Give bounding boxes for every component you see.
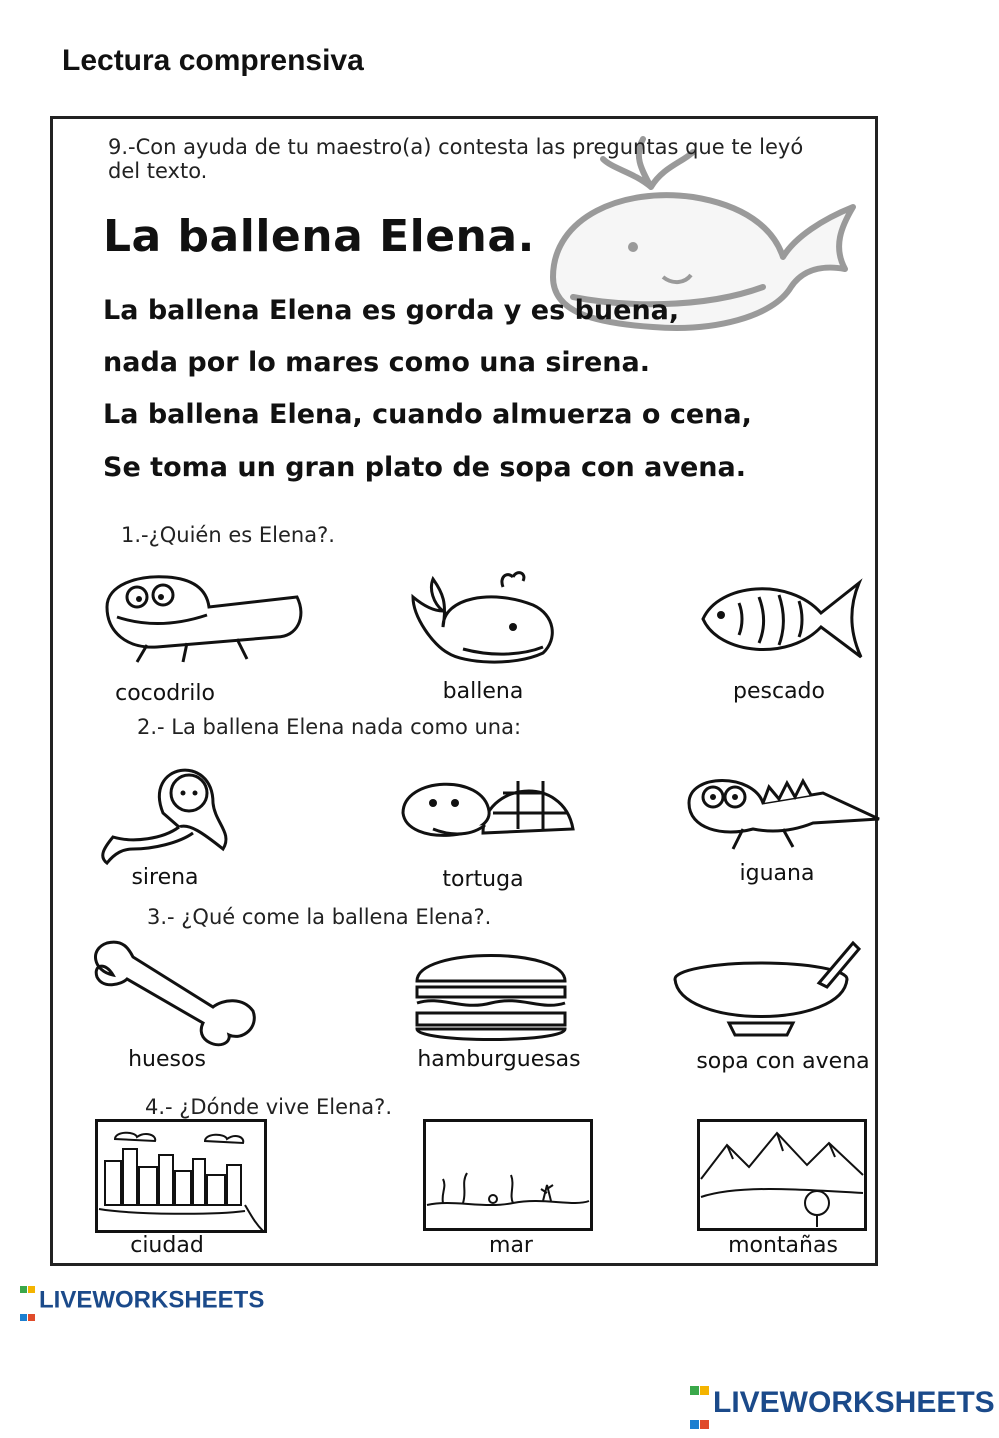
poem-title: La ballena Elena. [103, 211, 535, 262]
turtle-picture[interactable] [393, 763, 583, 859]
poem-line: La ballena Elena es gorda y es buena, [103, 295, 680, 326]
option-label: cocodrilo [115, 681, 215, 706]
iguana-picture[interactable] [683, 763, 883, 853]
option-label: hamburguesas [417, 1047, 581, 1072]
logo-blocks-icon [690, 1370, 710, 1438]
liveworksheets-logo [20, 1273, 264, 1329]
poem-line: La ballena Elena, cuando almuerza o cena, [103, 399, 752, 430]
sea-picture[interactable] [423, 1119, 593, 1231]
whale-picture[interactable] [403, 567, 563, 667]
bone-picture[interactable] [83, 935, 263, 1047]
question-2: 2.- La ballena Elena nada como una: [137, 715, 522, 739]
page-title: Lectura comprensiva [62, 44, 364, 77]
fish-picture[interactable] [699, 573, 869, 665]
mountains-picture[interactable] [697, 1119, 867, 1231]
logo-text: LIVEWORKSHEETS [713, 1385, 995, 1419]
question-1: 1.-¿Quién es Elena?. [121, 523, 335, 547]
crocodile-picture[interactable] [97, 567, 311, 667]
poem-line: nada por lo mares como una sirena. [103, 347, 650, 378]
hamburger-picture[interactable] [411, 937, 571, 1047]
mermaid-picture[interactable] [93, 753, 253, 865]
option-label: montañas [728, 1233, 838, 1258]
city-picture[interactable] [95, 1119, 267, 1233]
option-label: ballena [442, 679, 524, 704]
option-label: iguana [739, 861, 815, 886]
option-label: tortuga [442, 867, 524, 892]
option-label: huesos [128, 1047, 206, 1072]
liveworksheets-logo-footer [690, 1370, 995, 1438]
worksheet-frame [50, 116, 878, 1266]
question-4: 4.- ¿Dónde vive Elena?. [145, 1095, 392, 1119]
question-3: 3.- ¿Qué come la ballena Elena?. [147, 905, 492, 929]
poem-line: Se toma un gran plato de sopa con avena. [103, 452, 746, 483]
option-label: sopa con avena [696, 1049, 870, 1074]
soup-bowl-picture[interactable] [669, 939, 859, 1049]
logo-blocks-icon [20, 1273, 36, 1329]
option-label: ciudad [130, 1233, 204, 1258]
option-label: sirena [131, 865, 199, 890]
instruction-text: 9.-Con ayuda de tu maestro(a) contesta las preguntas que te leyó del texto. [108, 135, 804, 183]
option-label: pescado [733, 679, 825, 704]
logo-text: LIVEWORKSHEETS [39, 1286, 265, 1314]
option-label: mar [489, 1233, 533, 1258]
